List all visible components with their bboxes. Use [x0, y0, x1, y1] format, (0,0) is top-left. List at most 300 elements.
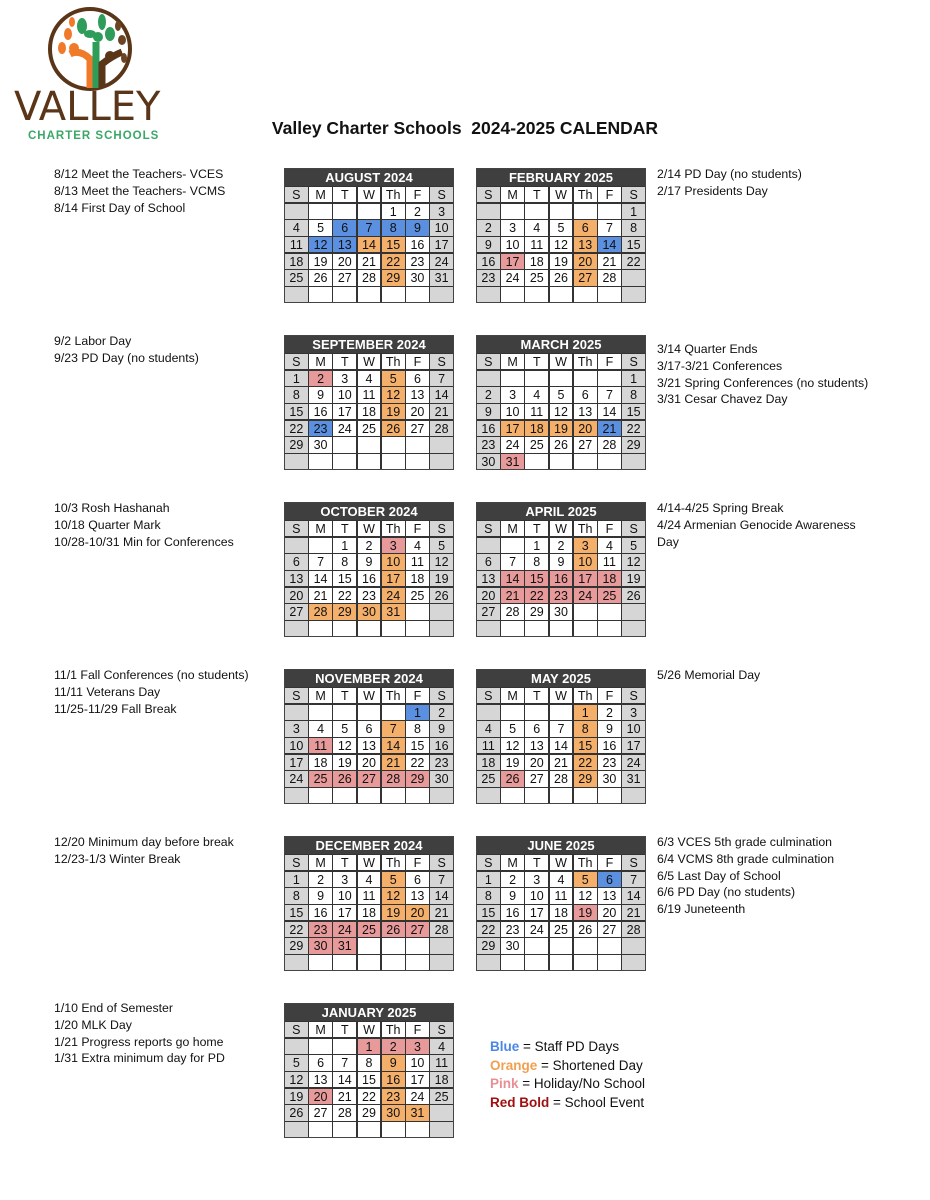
day-cell: 26 — [550, 437, 573, 452]
day-cell: 4 — [406, 538, 429, 553]
weekday-header: T — [525, 354, 548, 369]
day-cell: 13 — [574, 404, 597, 419]
day-cell: 2 — [477, 220, 500, 235]
weekday-header: F — [406, 1022, 429, 1037]
day-cell: 24 — [430, 254, 453, 269]
day-cell: 3 — [525, 872, 548, 887]
day-cell: 25 — [430, 1089, 453, 1104]
empty-day-cell — [477, 621, 500, 636]
weekday-header: W — [550, 688, 573, 703]
day-cell: 20 — [574, 421, 597, 436]
empty-day-cell — [333, 621, 356, 636]
note-line: Day — [657, 534, 679, 549]
day-cell: 26 — [309, 270, 332, 285]
day-cell: 30 — [501, 938, 524, 953]
day-cell: 8 — [477, 888, 500, 903]
day-cell: 4 — [598, 538, 621, 553]
day-cell: 29 — [285, 437, 308, 452]
empty-day-cell — [574, 938, 597, 953]
day-cell: 18 — [309, 755, 332, 770]
day-cell: 9 — [358, 554, 381, 569]
day-cell: 6 — [598, 872, 621, 887]
day-cell: 8 — [574, 721, 597, 736]
day-cell: 10 — [285, 738, 308, 753]
day-cell: 13 — [358, 738, 381, 753]
day-cell: 28 — [501, 604, 524, 619]
day-cell: 21 — [430, 905, 453, 920]
day-cell: 28 — [333, 1105, 356, 1120]
month-title: APRIL 2025 — [477, 503, 645, 520]
empty-day-cell — [358, 938, 381, 953]
day-cell: 29 — [358, 1105, 381, 1120]
day-cell: 12 — [501, 738, 524, 753]
empty-day-cell — [477, 788, 500, 803]
weekday-header: T — [333, 688, 356, 703]
day-cell: 25 — [285, 270, 308, 285]
empty-day-cell — [598, 204, 621, 219]
day-cell: 5 — [550, 220, 573, 235]
month-notes — [54, 834, 234, 868]
weekday-header: S — [430, 688, 453, 703]
day-cell: 28 — [382, 771, 405, 786]
empty-day-cell — [358, 1122, 381, 1137]
day-cell: 25 — [525, 270, 548, 285]
day-cell: 13 — [406, 387, 429, 402]
day-cell: 5 — [309, 220, 332, 235]
weekday-header: F — [598, 521, 621, 536]
note-line: 12/20 Minimum day before break — [54, 835, 234, 849]
day-cell: 5 — [382, 872, 405, 887]
day-cell: 10 — [406, 1055, 429, 1070]
day-cell: 31 — [333, 938, 356, 953]
day-cell: 18 — [285, 254, 308, 269]
day-cell: 8 — [285, 387, 308, 402]
day-cell: 11 — [525, 237, 548, 252]
day-cell: 4 — [358, 371, 381, 386]
month-title: JANUARY 2025 — [285, 1004, 453, 1021]
day-cell: 22 — [382, 254, 405, 269]
day-cell: 28 — [309, 604, 332, 619]
note-line: 2/17 Presidents Day — [657, 183, 768, 198]
day-cell: 29 — [622, 437, 645, 452]
empty-day-cell — [574, 621, 597, 636]
day-cell: 12 — [382, 888, 405, 903]
weekday-header: T — [333, 855, 356, 870]
empty-day-cell — [285, 955, 308, 970]
day-cell: 3 — [333, 371, 356, 386]
day-cell: 30 — [309, 938, 332, 953]
empty-day-cell — [285, 1039, 308, 1054]
day-cell: 19 — [285, 1089, 308, 1104]
day-cell: 7 — [430, 872, 453, 887]
empty-day-cell — [525, 287, 548, 302]
day-cell: 9 — [501, 888, 524, 903]
day-cell: 14 — [358, 237, 381, 252]
day-cell: 18 — [477, 755, 500, 770]
month-calendar — [284, 836, 454, 971]
month-title: AUGUST 2024 — [285, 169, 453, 186]
day-cell: 1 — [622, 204, 645, 219]
note-line: 8/14 First Day of School — [54, 200, 186, 215]
day-cell: 1 — [285, 872, 308, 887]
empty-day-cell — [382, 1122, 405, 1137]
day-cell: 5 — [501, 721, 524, 736]
weekday-header: M — [501, 855, 524, 870]
day-cell: 26 — [430, 588, 453, 603]
weekday-header: W — [358, 688, 381, 703]
day-cell: 6 — [285, 554, 308, 569]
note-line: 10/28-10/31 Min for Conferences — [54, 534, 234, 549]
weekday-header: F — [406, 354, 429, 369]
day-cell: 9 — [477, 237, 500, 252]
weekday-header: M — [501, 187, 524, 202]
day-cell: 2 — [430, 705, 453, 720]
empty-day-cell — [622, 938, 645, 953]
day-cell: 20 — [406, 404, 429, 419]
weekday-header: Th — [382, 187, 405, 202]
day-cell: 18 — [525, 421, 548, 436]
day-cell: 3 — [574, 538, 597, 553]
day-cell: 9 — [309, 387, 332, 402]
day-cell: 19 — [333, 755, 356, 770]
day-cell: 21 — [598, 254, 621, 269]
empty-day-cell — [333, 1122, 356, 1137]
empty-day-cell — [382, 621, 405, 636]
day-cell: 9 — [598, 721, 621, 736]
month-calendar — [284, 168, 454, 303]
day-cell: 26 — [382, 421, 405, 436]
day-cell: 10 — [382, 554, 405, 569]
day-cell: 27 — [574, 437, 597, 452]
empty-day-cell — [333, 788, 356, 803]
day-cell: 17 — [501, 421, 524, 436]
day-cell: 18 — [358, 905, 381, 920]
day-cell: 18 — [406, 571, 429, 586]
day-cell: 8 — [622, 387, 645, 402]
empty-day-cell — [477, 371, 500, 386]
empty-day-cell — [309, 287, 332, 302]
page-title — [240, 118, 690, 138]
weekday-header: F — [406, 855, 429, 870]
day-cell: 24 — [525, 922, 548, 937]
day-cell: 21 — [598, 421, 621, 436]
day-cell: 20 — [598, 905, 621, 920]
legend-key: Blue — [490, 1039, 520, 1054]
month-notes — [54, 166, 225, 216]
day-cell: 27 — [477, 604, 500, 619]
day-cell: 12 — [430, 554, 453, 569]
month-calendar — [476, 836, 646, 971]
day-cell: 15 — [477, 905, 500, 920]
empty-day-cell — [430, 1122, 453, 1137]
note-line: 8/12 Meet the Teachers- VCES — [54, 167, 224, 181]
day-cell: 2 — [598, 705, 621, 720]
empty-day-cell — [285, 538, 308, 553]
weekday-header: Th — [382, 354, 405, 369]
day-cell: 22 — [406, 755, 429, 770]
weekday-header: Th — [382, 1022, 405, 1037]
month-title: DECEMBER 2024 — [285, 837, 453, 854]
day-cell: 6 — [358, 721, 381, 736]
day-cell: 31 — [406, 1105, 429, 1120]
day-cell: 8 — [358, 1055, 381, 1070]
note-line: 2/14 PD Day (no students) — [657, 167, 802, 181]
note-line: 3/17-3/21 Conferences — [657, 358, 783, 373]
day-cell: 11 — [309, 738, 332, 753]
day-cell: 26 — [574, 922, 597, 937]
day-cell: 19 — [382, 905, 405, 920]
day-cell: 11 — [550, 888, 573, 903]
empty-day-cell — [550, 287, 573, 302]
empty-day-cell — [333, 287, 356, 302]
empty-day-cell — [358, 621, 381, 636]
weekday-header: S — [285, 688, 308, 703]
empty-day-cell — [525, 621, 548, 636]
day-cell: 3 — [501, 220, 524, 235]
empty-day-cell — [501, 621, 524, 636]
day-cell: 4 — [285, 220, 308, 235]
day-cell: 3 — [285, 721, 308, 736]
weekday-header: S — [622, 354, 645, 369]
empty-day-cell — [406, 437, 429, 452]
weekday-header: T — [333, 187, 356, 202]
note-line: 6/5 Last Day of School — [657, 868, 781, 883]
weekday-header: W — [550, 855, 573, 870]
note-line: 11/11 Veterans Day — [54, 684, 161, 699]
day-cell: 10 — [501, 404, 524, 419]
day-cell: 19 — [550, 254, 573, 269]
month-days-grid — [477, 186, 645, 302]
day-cell: 7 — [550, 721, 573, 736]
empty-day-cell — [525, 371, 548, 386]
day-cell: 1 — [525, 538, 548, 553]
empty-day-cell — [622, 955, 645, 970]
empty-day-cell — [285, 1122, 308, 1137]
day-cell: 28 — [598, 270, 621, 285]
day-cell: 16 — [430, 738, 453, 753]
day-cell: 4 — [477, 721, 500, 736]
day-cell: 19 — [382, 404, 405, 419]
day-cell: 16 — [477, 421, 500, 436]
day-cell: 2 — [550, 538, 573, 553]
day-cell: 26 — [382, 922, 405, 937]
month-calendar — [476, 168, 646, 303]
month-notes — [657, 667, 760, 684]
day-cell: 17 — [501, 254, 524, 269]
day-cell: 1 — [333, 538, 356, 553]
weekday-header: M — [501, 521, 524, 536]
day-cell: 7 — [598, 220, 621, 235]
weekday-header: S — [285, 354, 308, 369]
day-cell: 14 — [333, 1072, 356, 1087]
day-cell: 24 — [622, 755, 645, 770]
day-cell: 17 — [525, 905, 548, 920]
day-cell: 7 — [622, 872, 645, 887]
empty-day-cell — [598, 604, 621, 619]
day-cell: 14 — [309, 571, 332, 586]
day-cell: 11 — [358, 387, 381, 402]
empty-day-cell — [406, 454, 429, 469]
day-cell: 19 — [622, 571, 645, 586]
weekday-header: T — [525, 521, 548, 536]
day-cell: 17 — [285, 755, 308, 770]
day-cell: 2 — [309, 872, 332, 887]
empty-day-cell — [406, 938, 429, 953]
month-notes — [54, 1000, 225, 1067]
day-cell: 24 — [333, 421, 356, 436]
weekday-header: W — [358, 1022, 381, 1037]
day-cell: 5 — [333, 721, 356, 736]
day-cell: 22 — [574, 755, 597, 770]
empty-day-cell — [525, 454, 548, 469]
day-cell: 15 — [285, 905, 308, 920]
empty-day-cell — [333, 454, 356, 469]
month-days-grid — [477, 520, 645, 636]
day-cell: 9 — [477, 404, 500, 419]
note-line: 9/23 PD Day (no students) — [54, 350, 199, 365]
day-cell: 5 — [550, 387, 573, 402]
day-cell: 21 — [382, 755, 405, 770]
day-cell: 22 — [622, 421, 645, 436]
day-cell: 9 — [406, 220, 429, 235]
day-cell: 5 — [622, 538, 645, 553]
day-cell: 6 — [525, 721, 548, 736]
weekday-header: S — [430, 521, 453, 536]
weekday-header: S — [430, 1022, 453, 1037]
month-notes — [657, 166, 802, 200]
day-cell: 25 — [406, 588, 429, 603]
month-days-grid — [477, 854, 645, 970]
day-cell: 21 — [622, 905, 645, 920]
weekday-header: S — [285, 521, 308, 536]
empty-day-cell — [333, 955, 356, 970]
empty-day-cell — [550, 454, 573, 469]
empty-day-cell — [574, 788, 597, 803]
empty-day-cell — [309, 955, 332, 970]
month-title: MARCH 2025 — [477, 336, 645, 353]
day-cell: 22 — [477, 922, 500, 937]
title-text: Valley Charter Schools 2024-2025 CALENDAR — [271, 118, 659, 138]
day-cell: 3 — [622, 705, 645, 720]
empty-day-cell — [622, 287, 645, 302]
day-cell: 6 — [309, 1055, 332, 1070]
empty-day-cell — [574, 287, 597, 302]
day-cell: 26 — [550, 270, 573, 285]
weekday-header: M — [309, 688, 332, 703]
empty-day-cell — [501, 371, 524, 386]
empty-day-cell — [430, 788, 453, 803]
empty-day-cell — [622, 270, 645, 285]
day-cell: 17 — [382, 571, 405, 586]
empty-day-cell — [574, 204, 597, 219]
day-cell: 12 — [550, 237, 573, 252]
day-cell: 8 — [382, 220, 405, 235]
day-cell: 1 — [477, 872, 500, 887]
note-line: 1/10 End of Semester — [54, 1001, 173, 1015]
weekday-header: Th — [382, 855, 405, 870]
empty-day-cell — [430, 955, 453, 970]
empty-day-cell — [501, 705, 524, 720]
day-cell: 4 — [358, 872, 381, 887]
day-cell: 30 — [309, 437, 332, 452]
day-cell: 22 — [525, 588, 548, 603]
day-cell: 9 — [430, 721, 453, 736]
day-cell: 31 — [622, 771, 645, 786]
empty-day-cell — [622, 788, 645, 803]
day-cell: 25 — [477, 771, 500, 786]
weekday-header: F — [406, 187, 429, 202]
day-cell: 16 — [382, 1072, 405, 1087]
month-days-grid — [285, 687, 453, 803]
day-cell: 16 — [501, 905, 524, 920]
empty-day-cell — [598, 938, 621, 953]
day-cell: 8 — [525, 554, 548, 569]
day-cell: 28 — [358, 270, 381, 285]
empty-day-cell — [430, 938, 453, 953]
weekday-header: F — [598, 688, 621, 703]
day-cell: 13 — [598, 888, 621, 903]
empty-day-cell — [477, 705, 500, 720]
day-cell: 11 — [598, 554, 621, 569]
day-cell: 14 — [550, 738, 573, 753]
empty-day-cell — [333, 1039, 356, 1054]
day-cell: 23 — [598, 755, 621, 770]
legend-key: Pink — [490, 1076, 519, 1092]
empty-day-cell — [285, 621, 308, 636]
day-cell: 13 — [477, 571, 500, 586]
month-days-grid — [285, 854, 453, 970]
weekday-header: F — [406, 688, 429, 703]
day-cell: 21 — [501, 588, 524, 603]
day-cell: 20 — [309, 1089, 332, 1104]
color-legend — [490, 1038, 645, 1112]
day-cell: 1 — [622, 371, 645, 386]
empty-day-cell — [382, 454, 405, 469]
day-cell: 8 — [406, 721, 429, 736]
month-calendar — [284, 502, 454, 637]
day-cell: 19 — [309, 254, 332, 269]
weekday-header: Th — [574, 688, 597, 703]
day-cell: 23 — [358, 588, 381, 603]
day-cell: 7 — [430, 371, 453, 386]
day-cell: 8 — [285, 888, 308, 903]
day-cell: 21 — [309, 588, 332, 603]
day-cell: 6 — [333, 220, 356, 235]
empty-day-cell — [406, 1122, 429, 1137]
empty-day-cell — [477, 538, 500, 553]
empty-day-cell — [285, 788, 308, 803]
empty-day-cell — [598, 788, 621, 803]
day-cell: 5 — [382, 371, 405, 386]
empty-day-cell — [477, 955, 500, 970]
day-cell: 20 — [477, 588, 500, 603]
weekday-header: F — [598, 187, 621, 202]
weekday-header: S — [285, 1022, 308, 1037]
empty-day-cell — [598, 371, 621, 386]
day-cell: 9 — [382, 1055, 405, 1070]
empty-day-cell — [598, 621, 621, 636]
empty-day-cell — [285, 287, 308, 302]
day-cell: 20 — [406, 905, 429, 920]
day-cell: 20 — [574, 254, 597, 269]
logo-subtitle: CHARTER SCHOOLS — [28, 130, 160, 142]
day-cell: 27 — [406, 421, 429, 436]
day-cell: 17 — [333, 404, 356, 419]
note-line: 3/31 Cesar Chavez Day — [657, 392, 788, 407]
day-cell: 10 — [333, 387, 356, 402]
empty-day-cell — [309, 621, 332, 636]
day-cell: 11 — [477, 738, 500, 753]
